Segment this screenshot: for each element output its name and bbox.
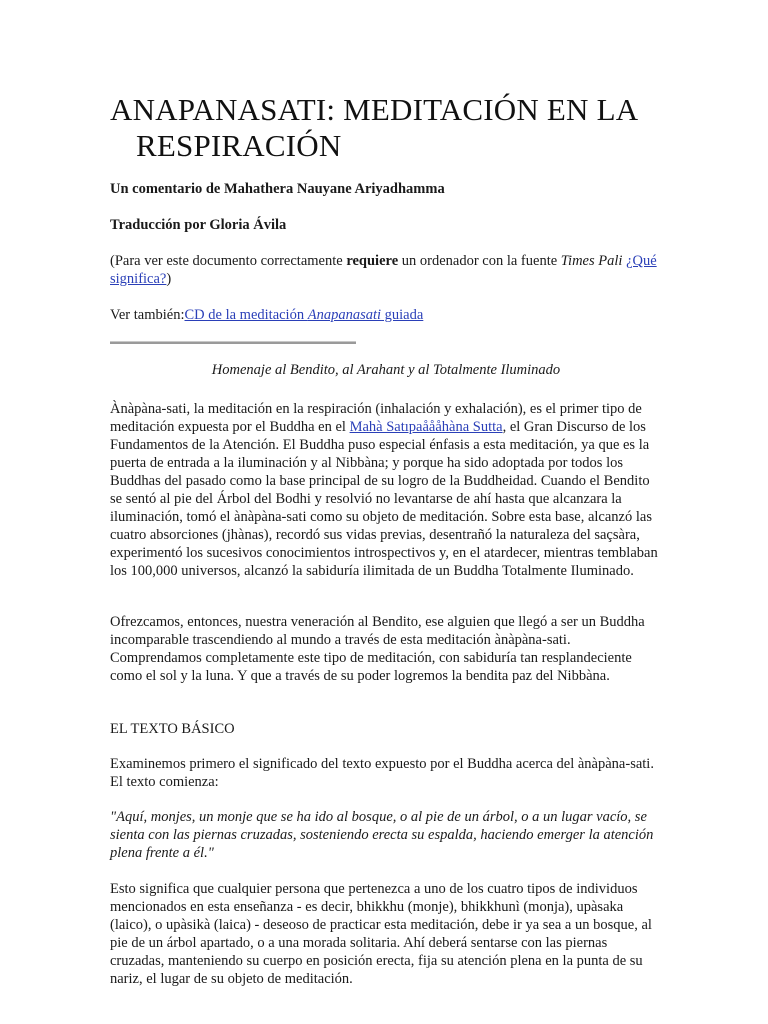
see-also-line	[110, 306, 423, 324]
paragraph-intro-text-2: , el Gran Discurso de los Fundamentos de la Atención. El Buddha puso especial énfasis a esta meditación, ya que es la puerta de entrada a la iluminación y al Nibbàna; y porque ha sido adoptada por todos los Buddhas del pasado como la base principal de su logro de la Buddheidad. Cuando el Bendito se sentó al pie del Árbol del Bodhi y resolvió no levantarse de ahí hasta que alcanzara la iluminación, tomó el ànàpàna-sati como su objeto de meditación. Sobre esta base, alcanzó las cuatro absorciones (jhànas), recordó sus vidas previas, desentrañó la naturaleza del saçsàra, experimentó los sucesivos conocimientos introspectivos y, en el atardecer, mientras temblaban los 100,000 universos, alcanzó la sabiduría ilimitada de un Buddha Totalmente Iluminado.	[110, 419, 658, 579]
page-title	[110, 92, 670, 164]
maha-satipatthana-sutta-link[interactable]: Mahà Satıpaåååhàna Sutta	[349, 419, 503, 435]
font-requirement-note	[110, 252, 662, 288]
section-heading-basic-text: EL TEXTO BÁSICO	[110, 721, 235, 737]
title-line-1: ANAPANASATI: MEDITACIÓN EN LA	[110, 92, 639, 127]
cd-link-suffix: guiada	[381, 307, 424, 323]
note-font-name: Times Pali	[560, 253, 623, 269]
paragraph-intro	[110, 400, 662, 580]
paragraph-veneration: Ofrezcamos, entonces, nuestra veneración al Bendito, ese alguien que llegó a ser un Buddha incomparable trascendiendo al mundo a través de esta meditación ànàpàna-sati. Comprendamos completamente este tipo de meditación, con sabiduría tan resplandeciente como el sol y la luna. Y que a través de su poder logremos la bendita paz del Nibbàna.	[110, 614, 645, 684]
what-does-it-mean-link[interactable]: ¿Qué significa?	[110, 253, 657, 287]
paragraph-meaning: Esto significa que cualquier persona que pertenezca a uno de los cuatro tipos de individuos mencionados en esta enseñanza - es decir, bhikkhu (monje), bhikkhunì (monja), upàsaka (laico), o upàsikà (laica) - deseoso de practicar esta meditación, debe ir ya sea a un bosque, al pie de un árbol apartado, o a una morada solitaria. Ahí deberá sentarse con las piernas cruzadas, manteniendo su cuerpo en posición erecta, fija su atención plena en la punta de su nariz, el lugar de su objeto de meditación.	[110, 881, 652, 987]
paragraph-examine: Examinemos primero el significado del texto expuesto por el Buddha acerca del ànàpàna-sati. El texto comienza:	[110, 756, 654, 790]
see-also-label: Ver también:	[110, 307, 185, 323]
sutta-quote: "Aquí, monjes, un monje que se ha ido al bosque, o al pie de un árbol, o a un lugar vacío, se sienta con las piernas cruzadas, sosteniendo erecta su espalda, haciendo emerger la atención plena frente a él."	[110, 809, 654, 861]
horizontal-rule	[110, 341, 356, 344]
title-line-2: RESPIRACIÓN	[136, 128, 342, 163]
paragraph-intro-text-1: Ànàpàna-sati, la meditación en la respiración (inhalación y exhalación), es el primer tipo de meditación expuesta por el Buddha en el	[110, 401, 642, 435]
cd-link-italic: Anapanasati	[307, 307, 382, 323]
cd-link-prefix: CD de la meditación	[184, 307, 308, 323]
note-bold-requires: requiere	[346, 253, 399, 269]
guided-meditation-cd-link[interactable]	[185, 307, 424, 323]
translator-line: Traducción por Gloria Ávila	[110, 217, 287, 233]
note-close: )	[166, 271, 172, 287]
note-text-2: un ordenador con la fuente	[398, 253, 561, 269]
author-line: Un comentario de Mahathera Nauyane Ariyadhamma	[110, 181, 445, 197]
note-text-1: (Para ver este documento correctamente	[110, 253, 347, 269]
homage-line: Homenaje al Bendito, al Arahant y al Totalmente Iluminado	[211, 362, 561, 378]
